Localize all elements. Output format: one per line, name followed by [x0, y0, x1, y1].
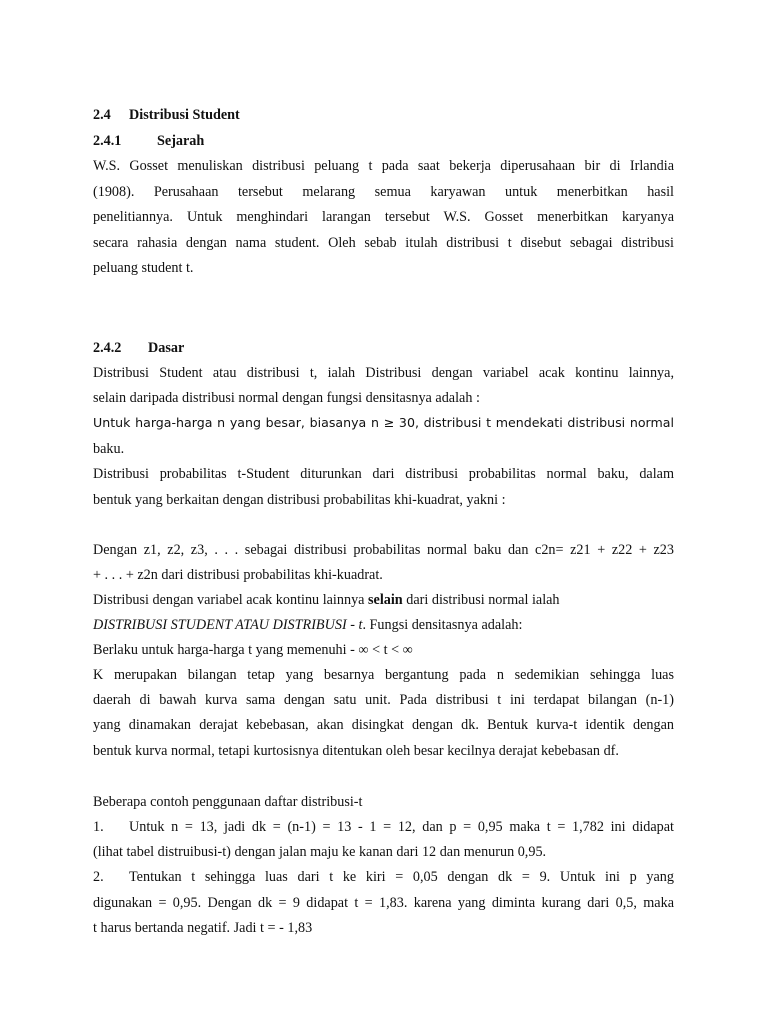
list-item [93, 868, 674, 886]
list-item-text: Untuk n = 13, jadi dk = (n-1) = 13 - 1 = 12, dan p = 0,95 maka t = 1,782 ini didapat [129, 819, 674, 835]
section-number: 2.4 [93, 107, 111, 123]
text-run: Distribusi dengan variabel acak kontinu lainnya [93, 592, 369, 608]
document-page [93, 0, 674, 1024]
paragraph-line: + . . . + z2n dari distribusi probabilitas khi-kuadrat. [93, 567, 383, 583]
section-title: Dasar [148, 340, 185, 356]
paragraph-line: Distribusi Student atau distribusi t, ialah Distribusi dengan variabel acak kontinu lainnya, [93, 365, 674, 381]
list-item-text: Tentukan t sehingga luas dari t ke kiri = 0,05 dengan dk = 9. Untuk ini p yang [129, 869, 674, 885]
list-item-continuation: t harus bertanda negatif. Jadi t = - 1,83 [93, 920, 313, 936]
section-title: Sejarah [157, 133, 205, 149]
list-item-continuation: digunakan = 0,95. Dengan dk = 9 didapat t = 1,83. karena yang diminta kurang dari 0,5, maka [93, 895, 674, 911]
list-item [93, 818, 674, 836]
paragraph-line: peluang student t. [93, 260, 194, 276]
paragraph-line: bentuk kurva normal, tetapi kurtosisnya ditentukan oleh besar kecilnya derajat kebebasan df. [93, 743, 619, 759]
paragraph-line: Dengan z1, z2, z3, . . . sebagai distribusi probabilitas normal baku dan c2n= z21 + z22 + z23 [93, 542, 674, 558]
paragraph-line: Untuk harga-harga n yang besar, biasanya n ≥ 30, distribusi t mendekati distribusi normal [93, 415, 674, 430]
section-title: Distribusi Student [129, 107, 240, 123]
section-heading-2-4-2 [93, 339, 674, 357]
paragraph-line: Distribusi probabilitas t-Student diturunkan dari distribusi probabilitas normal baku, dalam [93, 466, 674, 482]
paragraph-line: (1908). Perusahaan tersebut melarang semua karyawan untuk menerbitkan hasil [93, 184, 674, 200]
paragraph-line: Berlaku untuk harga-harga t yang memenuhi - ∞ < t < ∞ [93, 642, 413, 658]
text-run: dari distribusi normal ialah [402, 592, 560, 608]
paragraph-line: baku. [93, 441, 125, 457]
paragraph-line: secara rahasia dengan nama student. Oleh sebab itulah distribusi t disebut sebagai distribusi [93, 235, 674, 251]
list-item-continuation: (lihat tabel distruibusi-t) dengan jalan maju ke kanan dari 12 dan menurun 0,95. [93, 844, 547, 860]
paragraph-line: selain daripada distribusi normal dengan fungsi densitasnya adalah : [93, 390, 480, 406]
section-number: 2.4.1 [93, 133, 122, 149]
paragraph-line: bentuk yang berkaitan dengan distribusi probabilitas khi-kuadrat, yakni : [93, 492, 506, 508]
paragraph-line: K merupakan bilangan tetap yang besarnya bergantung pada n sedemikian sehingga luas [93, 667, 674, 683]
paragraph-line: yang dinamakan derajat kebebasan, akan disingkat dengan dk. Bentuk kurva-t identik dengan [93, 717, 674, 733]
paragraph-line: daerah di bawah kurva sama dengan satu unit. Pada distribusi t ini terdapat bilangan (n-1) [93, 692, 674, 708]
section-number: 2.4.2 [93, 340, 122, 356]
paragraph-line: penelitiannya. Untuk menghindari larangan tersebut W.S. Gosset menerbitkan karyanya [93, 209, 674, 225]
text-run: . Fungsi densitasnya adalah: [362, 617, 523, 633]
list-item-number: 1. [93, 819, 104, 835]
list-item-number: 2. [93, 869, 104, 885]
paragraph-line [93, 591, 674, 609]
examples-intro: Beberapa contoh penggunaan daftar distribusi-t [93, 794, 363, 810]
bold-text: selain [368, 592, 403, 608]
paragraph-line [93, 616, 674, 634]
paragraph-line: W.S. Gosset menuliskan distribusi peluang t pada saat bekerja diperusahaan bir di Irlandia [93, 158, 674, 174]
italic-text: DISTRIBUSI STUDENT ATAU DISTRIBUSI - t [93, 617, 363, 633]
section-heading-2-4-1 [93, 132, 674, 150]
section-heading-2-4 [93, 106, 674, 124]
